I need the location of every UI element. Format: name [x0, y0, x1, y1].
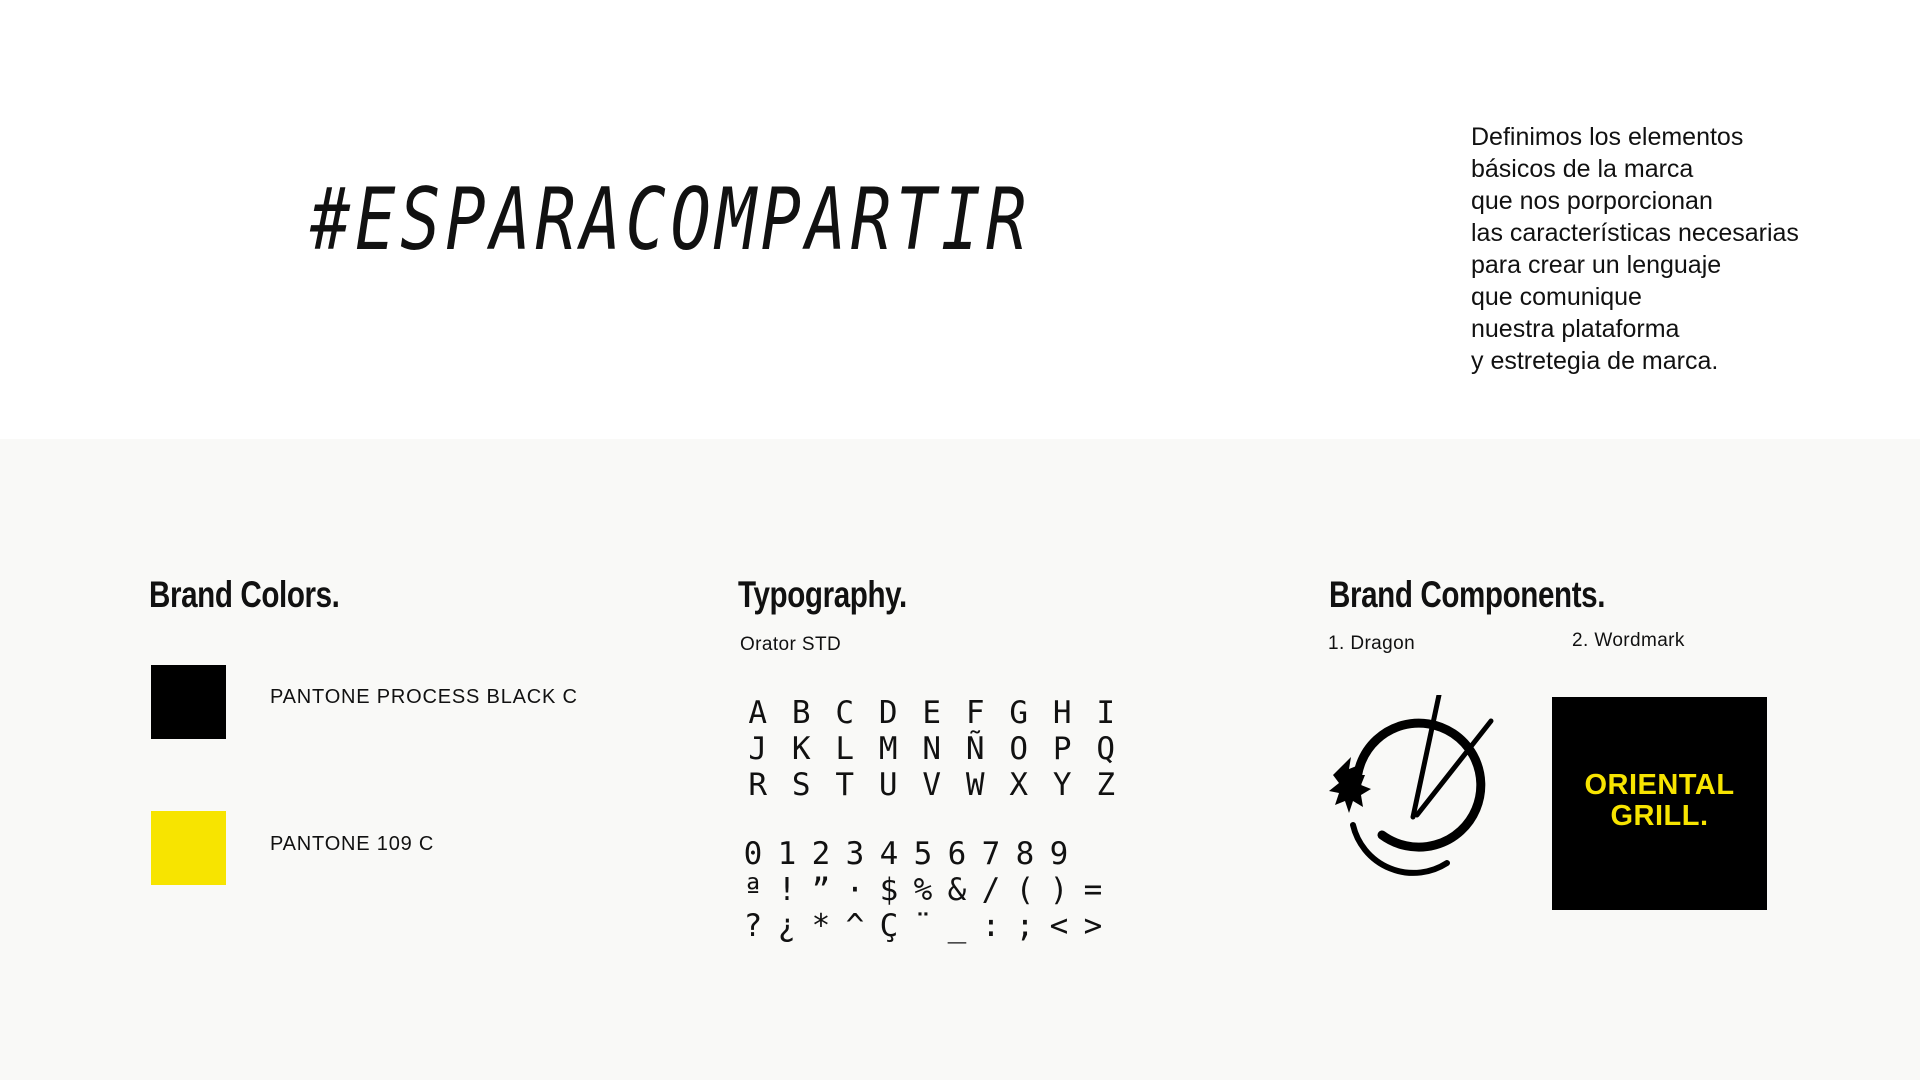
color-swatch-black [151, 665, 226, 739]
glyph: 4 [879, 836, 899, 872]
intro-line: y estretegia de marca. [1471, 347, 1719, 375]
wordmark-text [1552, 770, 1767, 832]
intro-line: Definimos los elementos [1471, 123, 1744, 151]
glyph: D [878, 695, 898, 731]
intro-line: que nos porporcionan [1471, 187, 1713, 215]
glyph: B [791, 695, 811, 731]
glyph: Ñ [965, 731, 985, 767]
glyph: * [811, 908, 831, 944]
intro-line: para crear un lenguaje [1471, 251, 1722, 279]
glyph: ! [777, 872, 797, 908]
glyph: N [922, 731, 942, 767]
dragon-logo-svg [1327, 695, 1502, 885]
glyph: ^ [845, 908, 865, 944]
glyph: 2 [811, 836, 831, 872]
glyph: 8 [1015, 836, 1035, 872]
glyph: M [878, 731, 898, 767]
glyph: 3 [845, 836, 865, 872]
campaign-hashtag: #ESPARACOMPARTIR [310, 170, 1032, 270]
glyph: 9 [1049, 836, 1069, 872]
font-name: Orator STD [740, 634, 842, 655]
oriental-grill-wordmark [1552, 697, 1767, 910]
intro-line: las características necesarias [1471, 219, 1799, 247]
glyph: ; [1015, 908, 1035, 944]
glyph: V [922, 767, 942, 803]
glyph: Q [1096, 731, 1116, 767]
glyph: H [1052, 695, 1072, 731]
glyph: < [1049, 908, 1069, 944]
chopstick-1 [1413, 695, 1439, 817]
numbers-row [736, 836, 1076, 872]
intro-paragraph [1471, 121, 1799, 377]
brand-colors-heading: Brand Colors. [149, 574, 340, 615]
glyph: Y [1052, 767, 1072, 803]
glyph: G [1009, 695, 1029, 731]
glyph: K [791, 731, 811, 767]
glyph: > [1083, 908, 1103, 944]
glyph: T [835, 767, 855, 803]
dragon-logo-icon [1327, 695, 1502, 885]
glyph: L [835, 731, 855, 767]
color-name-yellow: PANTONE 109 C [270, 833, 435, 855]
component-label-wordmark: 2. Wordmark [1572, 630, 1685, 651]
glyph: S [791, 767, 811, 803]
glyph: / [981, 872, 1001, 908]
glyph: X [1009, 767, 1029, 803]
glyph: $ [879, 872, 899, 908]
glyph: P [1052, 731, 1072, 767]
glyph: Ç [879, 908, 899, 944]
glyph: ( [1015, 872, 1035, 908]
glyph: ¿ [777, 908, 797, 944]
glyph: E [922, 695, 942, 731]
glyph: : [981, 908, 1001, 944]
glyph: 5 [913, 836, 933, 872]
wordmark-line-2: GRILL. [1610, 800, 1709, 832]
intro-line: nuestra plataforma [1471, 315, 1680, 343]
glyph: 1 [777, 836, 797, 872]
typography-heading: Typography. [738, 574, 907, 615]
glyph: A [748, 695, 768, 731]
glyph: O [1009, 731, 1029, 767]
glyph: % [913, 872, 933, 908]
glyph: 7 [981, 836, 1001, 872]
glyph: C [835, 695, 855, 731]
color-swatch-yellow [151, 811, 226, 885]
component-label-dragon: 1. Dragon [1328, 633, 1416, 654]
glyph: ª [743, 872, 763, 908]
glyph: _ [947, 908, 967, 944]
glyph: 6 [947, 836, 967, 872]
glyph: I [1096, 695, 1116, 731]
glyph: = [1083, 872, 1103, 908]
brand-components-heading: Brand Components. [1329, 574, 1606, 615]
intro-line: básicos de la marca [1471, 155, 1694, 183]
glyph: W [965, 767, 985, 803]
glyph: ” [811, 872, 831, 908]
glyph: U [878, 767, 898, 803]
glyph: & [947, 872, 967, 908]
glyph: · [845, 872, 865, 908]
glyph: ? [743, 908, 763, 944]
glyph: R [748, 767, 768, 803]
color-name-black: PANTONE PROCESS BLACK C [270, 686, 578, 708]
alphabet-row-2 [736, 731, 1128, 767]
alphabet-row-3 [736, 767, 1128, 803]
glyph: F [965, 695, 985, 731]
symbols-row-2 [736, 908, 1110, 944]
glyph: J [748, 731, 768, 767]
symbols-row-1 [736, 872, 1110, 908]
glyph: 0 [743, 836, 763, 872]
glyph: Z [1096, 767, 1116, 803]
glyph: ¨ [913, 908, 933, 944]
intro-line: que comunique [1471, 283, 1642, 311]
wordmark-line-1: ORIENTAL [1584, 769, 1735, 801]
alphabet-row-1 [736, 695, 1128, 731]
glyph: ) [1049, 872, 1069, 908]
